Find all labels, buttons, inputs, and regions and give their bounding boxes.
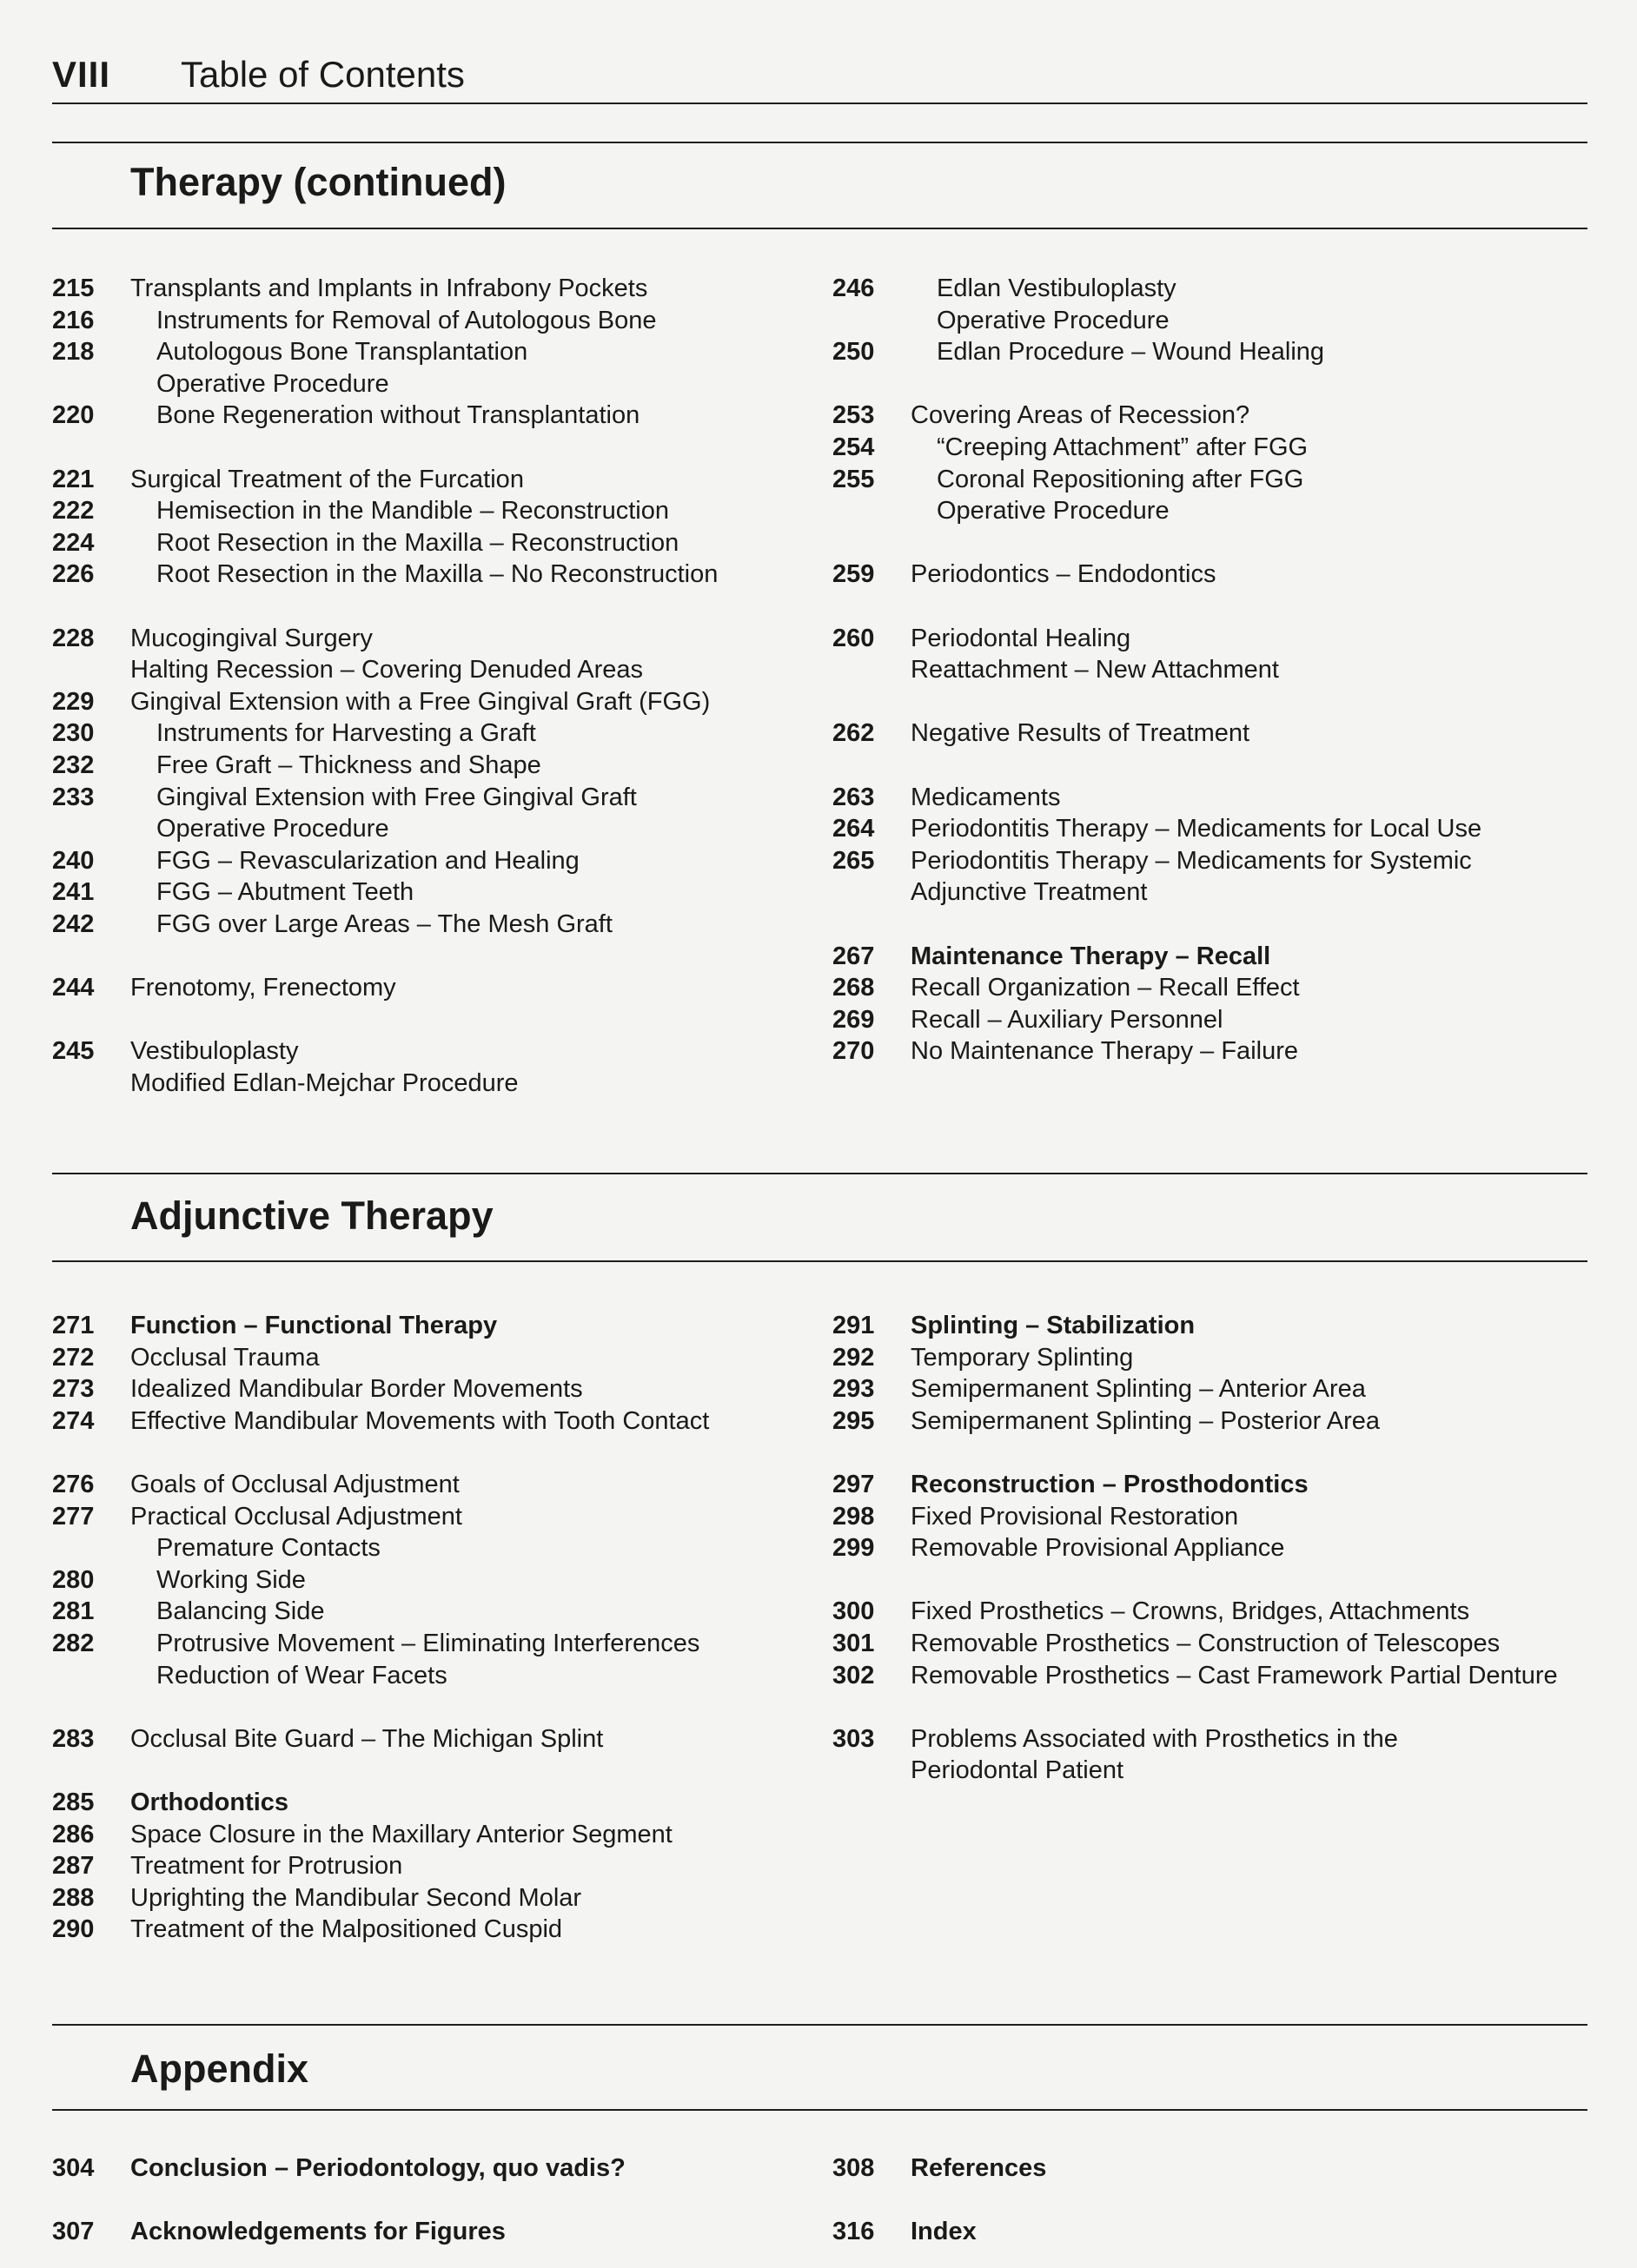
toc-entry-title: FGG – Revascularization and Healing [156,846,580,875]
toc-entry-title: Autologous Bone Transplantation [156,338,528,367]
toc-page-number: 260 [832,624,875,652]
toc-entry-title: FGG – Abutment Teeth [156,878,414,907]
toc-entry-title: Operative Procedure [156,369,389,398]
toc-entry-title: Maintenance Therapy – Recall [911,942,1271,970]
toc-page-number: 255 [832,465,875,493]
toc-entry-title: Adjunctive Treatment [911,878,1148,907]
toc-page-number: 271 [52,1312,95,1339]
toc-page-number: 300 [832,1597,875,1626]
toc-entry-title: Recall – Auxiliary Personnel [911,1005,1223,1034]
toc-page-number: 290 [52,1915,95,1944]
toc-entry-title: Hemisection in the Mandible – Reconstruction [156,497,669,526]
toc-page-number: 241 [52,878,95,907]
toc-entry-title: Removable Prosthetics – Cast Framework Partial Denture [911,1661,1558,1689]
toc-entry-title: Premature Contacts [156,1534,381,1563]
toc-entry-title: Fixed Provisional Restoration [911,1502,1239,1531]
toc-page-number: 293 [832,1375,875,1404]
toc-entry-title: Goals of Occlusal Adjustment [130,1471,460,1498]
toc-entry-title: Semipermanent Splinting – Posterior Area [911,1406,1381,1435]
toc-page-number: 265 [832,846,875,875]
toc-page-number: 292 [832,1343,875,1372]
toc-entry-title: Surgical Treatment of the Furcation [130,465,524,493]
toc-entry-title: Space Closure in the Maxillary Anterior Segment [130,1820,673,1848]
toc-entry-title: Effective Mandibular Movements with Tooth Contact [130,1406,710,1435]
toc-entry-title: Instruments for Harvesting a Graft [156,719,536,748]
toc-page-number: 272 [52,1343,95,1372]
toc-page-number: 244 [52,974,95,1002]
toc-entry-title: Temporary Splinting [911,1343,1134,1372]
toc-page-number: 264 [832,815,875,843]
toc-entry-title: Mucogingival Surgery [130,624,373,652]
toc-page-number: 316 [832,2218,875,2246]
toc-entry-title: Treatment of the Malpositioned Cuspid [130,1915,563,1944]
toc-page-number: 277 [52,1502,95,1531]
section-rule-bottom [52,228,1587,229]
toc-entry-title: Edlan Procedure – Wound Healing [937,338,1325,367]
toc-page-number: 267 [832,942,875,970]
toc-page-number: 262 [832,719,875,748]
toc-entry-title: Protrusive Movement – Eliminating Interferences [156,1630,700,1657]
toc-page-number: 269 [832,1005,875,1034]
toc-page-number: 276 [52,1471,95,1498]
toc-entry-title: Fixed Prosthetics – Crowns, Bridges, Attachments [911,1597,1470,1626]
toc-entry-title: Treatment for Protrusion [130,1852,403,1881]
toc-entry-title: Orthodontics [130,1789,289,1816]
toc-entry-title: Periodontitis Therapy – Medicaments for Systemic [911,846,1472,875]
toc-page-number: 263 [832,783,875,811]
toc-entry-title: Problems Associated with Prosthetics in the [911,1724,1398,1753]
toc-entry-title: Periodontal Healing [911,624,1131,652]
page-number: VIII [52,54,111,95]
toc-page-number: 295 [832,1406,875,1435]
toc-entry-title: Operative Procedure [937,306,1170,334]
toc-entry-title: Occlusal Bite Guard – The Michigan Splint [130,1724,604,1753]
toc-page-number: 254 [832,433,875,461]
section-rule-top [52,2024,1587,2026]
toc-entry-title: Root Resection in the Maxilla – No Reconstruction [156,560,719,589]
toc-page-number: 288 [52,1883,95,1912]
toc-entry-title: Semipermanent Splinting – Anterior Area [911,1375,1366,1404]
toc-page-number: 240 [52,846,95,875]
toc-page-number: 229 [52,687,95,716]
toc-entry-title: Medicaments [911,783,1061,811]
toc-page-number: 245 [52,1037,95,1066]
section-title-appendix: Appendix [130,2046,309,2091]
toc-entry-title: “Creeping Attachment” after FGG [937,433,1309,461]
toc-page-number: 286 [52,1820,95,1848]
section-rule-top [52,142,1587,143]
toc-page-number: 250 [832,338,875,367]
toc-entry-title: Operative Procedure [156,815,389,843]
toc-page-number: 224 [52,528,95,557]
toc-page-number: 220 [52,401,95,430]
toc-entry-title: Bone Regeneration without Transplantation [156,401,640,430]
toc-page-number: 242 [52,910,95,938]
toc-entry-title: Splinting – Stabilization [911,1312,1196,1339]
toc-entry-title: Operative Procedure [937,497,1170,526]
toc-page-number: 297 [832,1471,875,1498]
toc-page-number: 216 [52,306,95,334]
toc-entry-title: Conclusion – Periodontology, quo vadis? [130,2154,626,2182]
toc-entry-title: No Maintenance Therapy – Failure [911,1037,1298,1066]
toc-page-number: 287 [52,1852,95,1881]
toc-entry-title: Occlusal Trauma [130,1343,320,1372]
toc-page-number: 246 [832,274,875,302]
toc-page-number: 301 [832,1630,875,1657]
toc-page-number: 228 [52,624,95,652]
section-title-therapy-continued: Therapy (continued) [130,160,507,204]
toc-entry-title: Acknowledgements for Figures [130,2218,506,2246]
toc-page-number: 222 [52,497,95,526]
header-title: Table of Contents [181,54,465,95]
toc-page-number: 280 [52,1565,95,1594]
toc-entry-title: Removable Prosthetics – Construction of Telescopes [911,1630,1501,1657]
toc-entry-title: Practical Occlusal Adjustment [130,1502,462,1531]
toc-page-number: 298 [832,1502,875,1531]
toc-page-number: 268 [832,974,875,1002]
section-rule-bottom [52,2109,1587,2111]
toc-entry-title: Frenotomy, Frenectomy [130,974,396,1002]
toc-entry-title: Reattachment – New Attachment [911,656,1279,684]
toc-page-number: 299 [832,1534,875,1563]
toc-page-number: 274 [52,1406,95,1435]
toc-entry-title: Modified Edlan-Mejchar Procedure [130,1069,519,1097]
toc-entry-title: Periodontics – Endodontics [911,560,1216,589]
section-rule-top [52,1173,1587,1174]
toc-entry-title: Gingival Extension with Free Gingival Graft [156,783,637,811]
toc-page-number: 226 [52,560,95,589]
toc-page-number: 308 [832,2154,875,2182]
toc-page-number: 273 [52,1375,95,1404]
toc-page-number: 282 [52,1630,95,1657]
toc-entry-title: Function – Functional Therapy [130,1312,498,1339]
toc-entry-title: References [911,2154,1047,2182]
toc-page-number: 304 [52,2154,95,2182]
toc-entry-title: Periodontal Patient [911,1756,1124,1785]
toc-entry-title: Free Graft – Thickness and Shape [156,751,541,779]
toc-entry-title: Coronal Repositioning after FGG [937,465,1304,493]
toc-page-number: 283 [52,1724,95,1753]
toc-entry-title: Uprighting the Mandibular Second Molar [130,1883,582,1912]
toc-entry-title: Gingival Extension with a Free Gingival Graft (FGG) [130,687,711,716]
toc-page-number: 218 [52,338,95,367]
toc-entry-title: Reconstruction – Prosthodontics [911,1471,1309,1498]
toc-entry-title: Instruments for Removal of Autologous Bone [156,306,657,334]
toc-entry-title: Recall Organization – Recall Effect [911,974,1300,1002]
toc-page-number: 233 [52,783,95,811]
toc-entry-title: Halting Recession – Covering Denuded Areas [130,656,644,684]
toc-entry-title: Balancing Side [156,1597,325,1626]
toc-page-number: 281 [52,1597,95,1626]
section-rule-bottom [52,1260,1587,1262]
toc-entry-title: Negative Results of Treatment [911,719,1250,748]
toc-entry-title: Covering Areas of Recession? [911,401,1250,430]
toc-entry-title: Reduction of Wear Facets [156,1661,447,1689]
toc-page-number: 270 [832,1037,875,1066]
toc-entry-title: Removable Provisional Appliance [911,1534,1285,1563]
toc-page-number: 303 [832,1724,875,1753]
header-rule [52,102,1587,104]
toc-page-number: 215 [52,274,95,302]
toc-entry-title: Working Side [156,1565,306,1594]
toc-entry-title: Index [911,2218,977,2246]
toc-entry-title: Idealized Mandibular Border Movements [130,1375,583,1404]
toc-entry-title: Edlan Vestibuloplasty [937,274,1176,302]
toc-entry-title: Vestibuloplasty [130,1037,299,1066]
toc-entry-title: FGG over Large Areas – The Mesh Graft [156,910,613,938]
toc-page-number: 302 [832,1661,875,1689]
section-title-adjunctive-therapy: Adjunctive Therapy [130,1194,494,1238]
toc-entry-title: Periodontitis Therapy – Medicaments for Local Use [911,815,1482,843]
toc-page-number: 307 [52,2218,95,2246]
toc-page-number: 259 [832,560,875,589]
toc-page-number: 253 [832,401,875,430]
toc-page-number: 230 [52,719,95,748]
toc-entry-title: Transplants and Implants in Infrabony Pockets [130,274,648,302]
toc-page-number: 221 [52,465,95,493]
toc-entry-title: Root Resection in the Maxilla – Reconstruction [156,528,679,557]
toc-page-number: 291 [832,1312,875,1339]
toc-page-number: 285 [52,1789,95,1816]
toc-page-number: 232 [52,751,95,779]
